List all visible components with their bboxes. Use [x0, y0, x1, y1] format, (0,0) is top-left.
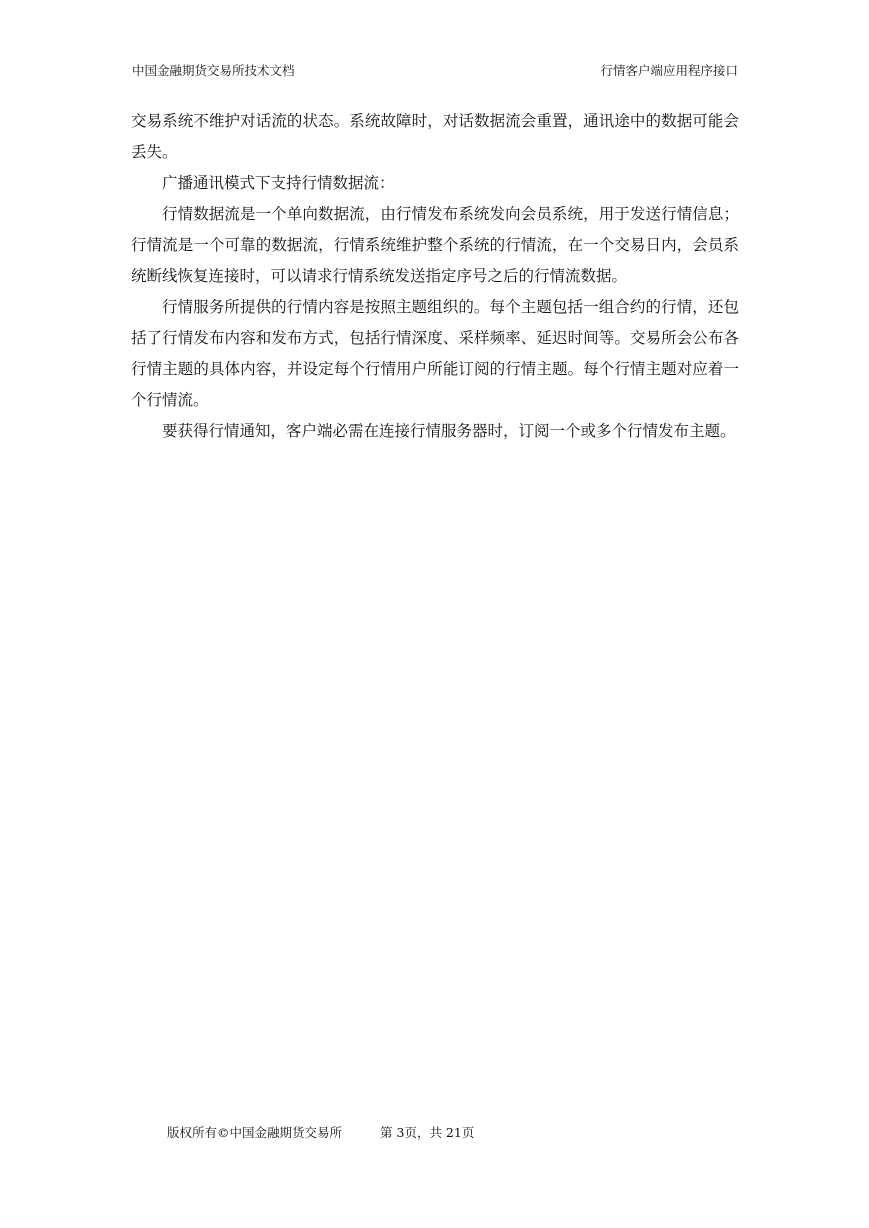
page-footer — [167, 1124, 474, 1142]
header-document-source: 中国金融期货交易所技术文档 — [132, 63, 295, 78]
footer-page-number: 第 3页，共 21页 — [380, 1125, 475, 1140]
header-document-title: 行情客户端应用程序接口 — [600, 63, 738, 78]
paragraph-session-state: 交易系统不维护对话流的状态。系统故障时，对话数据流会重置，通讯途中的数据可能会丢失。 — [131, 112, 739, 161]
paragraph-market-topics: 行情服务所提供的行情内容是按照主题组织的。每个主题包括一组合约的行情，还包括了行情发布内容和发布方式，包括行情深度、采样频率、延迟时间等。交易所会公布各行情主题的具体内容，并设定每个行情用户所能订阅的行情主题。每个行情主题对应着一个行情流。 — [131, 298, 739, 409]
footer-copyright: 版权所有©中国金融期货交易所 — [167, 1125, 343, 1140]
paragraph-broadcast-mode: 广播通讯模式下支持行情数据流： — [162, 174, 395, 192]
paragraph-subscribe-topics: 要获得行情通知，客户端必需在连接行情服务器时，订阅一个或多个行情发布主题。 — [162, 422, 736, 440]
body-text — [131, 106, 739, 447]
paragraph-market-data-stream: 行情数据流是一个单向数据流，由行情发布系统发向会员系统，用于发送行情信息；行情流是一个可靠的数据流，行情系统维护整个系统的行情流，在一个交易日内，会员系统断线恢复连接时，可以请求行情系统发送指定序号之后的行情流数据。 — [131, 205, 739, 285]
